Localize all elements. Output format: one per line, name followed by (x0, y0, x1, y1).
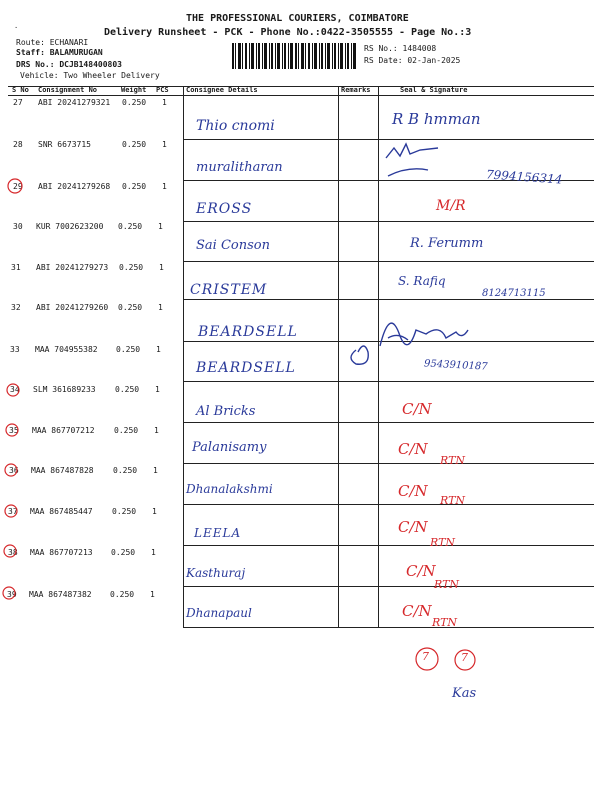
row-sno: 39 (7, 590, 17, 599)
signature-text: S. Rafiq (398, 274, 446, 288)
consignee-name: Thio cnomi (196, 118, 275, 134)
consignee-name: Dhanalakshmi (186, 482, 273, 496)
drs-label: DRS No.: DCJB148400803 (16, 60, 122, 69)
remark-cn: C/N (398, 440, 428, 458)
row-weight: 0.250 (110, 590, 135, 599)
row-weight: 0.250 (111, 548, 136, 557)
circled-count: 7 (422, 650, 429, 663)
barcode (232, 43, 356, 69)
col-sno: S No (12, 86, 29, 94)
signature-phone: 9543910187 (423, 358, 488, 373)
consignee-name: Palanisamy (192, 440, 267, 455)
consignee-name: Kasthuraj (186, 566, 246, 580)
signature-text: R B hmman (392, 110, 481, 128)
row-sno: 34 (10, 385, 20, 394)
row-weight: 0.250 (122, 98, 147, 107)
col-seal: Seal & Signature (400, 86, 468, 94)
row-pcs: 1 (150, 590, 155, 599)
remark-cn: C/N (398, 482, 428, 500)
row-weight: 0.250 (118, 222, 143, 231)
consignee-name: BEARDSELL (198, 324, 298, 340)
col-remarks: Remarks (341, 86, 371, 94)
row-sno: 36 (9, 466, 19, 475)
remark-rtn: RTN (440, 454, 466, 467)
row-pcs: 1 (156, 345, 161, 354)
row-consignment: ABI 20241279273 (36, 263, 109, 272)
row-sno: 29 (13, 182, 23, 191)
remark-cn: C/N (402, 602, 432, 620)
row-sno: 30 (13, 222, 23, 231)
row-pcs: 1 (158, 222, 163, 231)
row-consignment: MAA 867707213 (30, 548, 93, 557)
row-sno: 31 (11, 263, 21, 272)
consignee-name: EROSS (196, 201, 253, 217)
company-name: THE PROFESSIONAL COURIERS, COIMBATORE (186, 13, 409, 24)
consignee-name: LEELA (194, 526, 242, 540)
row-pcs: 1 (153, 466, 158, 475)
signature-phone: 7994156314 (485, 167, 563, 187)
row-consignment: MAA 867487382 (29, 590, 92, 599)
row-consignment: ABI 20241279268 (38, 182, 111, 191)
col-pcs: PCS (156, 86, 169, 94)
consignee-name: Sai Conson (196, 238, 270, 253)
row-consignment: ABI 20241279321 (38, 98, 111, 107)
remark-rtn: RTN (432, 616, 458, 629)
consignee-name: Dhanapaul (186, 606, 252, 620)
col-consignee: Consignee Details (186, 86, 258, 94)
row-pcs: 1 (162, 182, 167, 191)
row-weight: 0.250 (122, 140, 147, 149)
col-consignment: Consignment No (38, 86, 98, 94)
row-pcs: 1 (155, 385, 160, 394)
remark-rtn: RTN (440, 494, 466, 507)
row-consignment: SNR 6673715 (38, 140, 91, 149)
consignee-name: Al Bricks (196, 404, 256, 419)
rs-number: RS No.: 1484008 (364, 44, 437, 53)
row-weight: 0.250 (114, 426, 139, 435)
row-weight: 0.250 (112, 507, 137, 516)
row-sno: 28 (13, 140, 23, 149)
rs-date: RS Date: 02-Jan-2025 (364, 56, 461, 65)
signature-phone: 8124713115 (482, 288, 546, 299)
remark-rtn: RTN (434, 578, 460, 591)
row-consignment: ABI 20241279260 (36, 303, 109, 312)
row-weight: 0.250 (118, 303, 143, 312)
row-consignment: MAA 704955382 (35, 345, 98, 354)
consignee-name: BEARDSELL (196, 360, 296, 376)
circled-count: 7 (461, 651, 468, 664)
row-sno: 32 (11, 303, 21, 312)
row-consignment: MAA 867485447 (30, 507, 93, 516)
row-pcs: 1 (158, 303, 163, 312)
row-consignment: KUR 7002623200 (36, 222, 104, 231)
row-consignment: MAA 867487828 (31, 466, 94, 475)
remark-cn: C/N (406, 562, 436, 580)
row-sno: 33 (10, 345, 20, 354)
row-weight: 0.250 (122, 182, 147, 191)
row-pcs: 1 (162, 140, 167, 149)
remark-mr: M/R (436, 198, 466, 214)
staff-label: Staff: BALAMURUGAN (16, 48, 103, 57)
remark-cn: C/N (402, 400, 432, 418)
consignee-name: muralitharan (196, 160, 283, 175)
row-pcs: 1 (159, 263, 164, 272)
vehicle-label: Vehicle: Two Wheeler Delivery (20, 71, 160, 80)
runsheet-title: Delivery Runsheet - PCK - Phone No.:0422-3505555 - Page No.:3 (104, 27, 472, 38)
row-weight: 0.250 (119, 263, 144, 272)
row-pcs: 1 (151, 548, 156, 557)
row-weight: 0.250 (115, 385, 140, 394)
corner-mark: . (14, 22, 19, 30)
route-label: Route: ECHANARI (16, 38, 89, 47)
row-consignment: MAA 867707212 (32, 426, 95, 435)
row-weight: 0.250 (116, 345, 141, 354)
row-pcs: 1 (152, 507, 157, 516)
footer-initials: Kas (452, 686, 477, 701)
consignee-name: CRISTEM (190, 282, 268, 298)
remark-rtn: RTN (430, 536, 456, 549)
signature-text: R. Ferumm (410, 236, 484, 251)
col-weight: Weight (121, 86, 147, 94)
row-sno: 35 (9, 426, 19, 435)
row-sno: 38 (8, 548, 18, 557)
row-sno: 37 (8, 507, 18, 516)
row-sno: 27 (13, 98, 23, 107)
row-weight: 0.250 (113, 466, 138, 475)
row-consignment: SLM 361689233 (33, 385, 96, 394)
row-pcs: 1 (162, 98, 167, 107)
remark-cn: C/N (398, 518, 428, 536)
row-pcs: 1 (154, 426, 159, 435)
